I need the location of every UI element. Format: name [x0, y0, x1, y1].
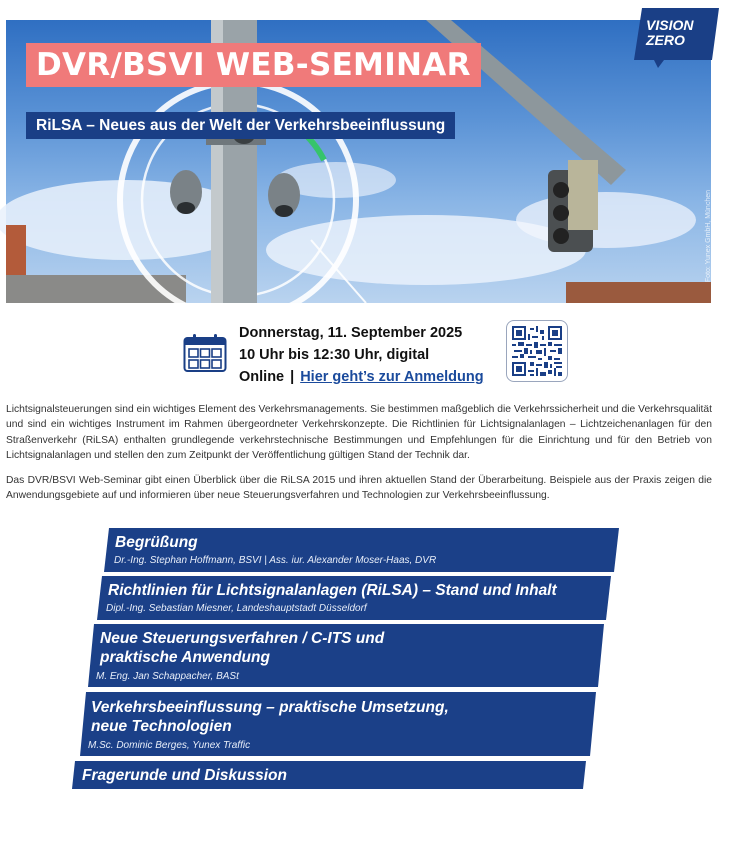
agenda-item [97, 576, 611, 620]
intro-paragraph: Lichtsignalsteuerungen sind ein wichtiges Element des Verkehrsmanagements. Sie bestimmen maßgeblich die Verkehrssicherheit und die Verkehrsqualität und sind ein wichtiges Instrument im Rahmen übergeordneter Verkehrskonzepte. Die Richtlinien für Lichtsignalanlagen – Lichtzeichenanlagen für den Straßenverkehr (RiLSA) enthalten grundlegende verkehrstechnische Bestimmungen und Empfehlungen für die Einrichtung und für den Betrieb von Lichtsignalanlagen und stellen den zum Zeitpunkt der Veröffentlichung gültigen Stand der Technik dar. [6, 404, 712, 462]
event-date: Donnerstag, 11. September 2025 [239, 325, 463, 341]
agenda-item [104, 528, 619, 572]
agenda-item [72, 761, 586, 789]
agenda-item-speaker: M. Eng. Jan Schappacher, BASt [96, 671, 239, 682]
logo-line-zero: ZERO [646, 32, 685, 48]
logo-line-vision: VISION [646, 17, 694, 33]
agenda-item-title: Begrüßung [115, 534, 198, 551]
photo-credit: Foto: Yunex GmbH, München [705, 190, 712, 283]
event-time: 10 Uhr bis 12:30 Uhr, digital [239, 347, 430, 363]
agenda-item-title: Neue Steuerungsverfahren / C-ITS und praktische Anwendung [100, 630, 385, 666]
separator: | [290, 369, 295, 385]
agenda-item-speaker: Dr.-Ing. Stephan Hoffmann, BSVI | Ass. iur. Alexander Moser-Haas, DVR [114, 555, 437, 566]
overview-paragraph: Das DVR/BSVI Web-Seminar gibt einen Überblick über die RiLSA 2015 und ihren aktuellen Stand der Überarbeitung. Beispiele aus der Praxis zeigen die Anwendungsgebiete auf und informieren über neue Steuerungsverfahren und Technologien zur Verkehrsbeeinflussung. [6, 475, 712, 502]
agenda-item-speaker: M.Sc. Dominic Berges, Yunex Traffic [88, 740, 251, 751]
agenda-item [88, 624, 604, 687]
seminar-title: DVR/BSVI WEB-SEMINAR [26, 43, 481, 87]
registration-link[interactable]: Hier geht’s zur Anmeldung [300, 369, 484, 385]
qr-code-icon [512, 326, 562, 376]
calendar-icon [183, 333, 227, 373]
hero-banner [6, 17, 712, 303]
registration-qr-code[interactable] [506, 320, 568, 382]
event-mode: Online [239, 369, 285, 385]
agenda-item [80, 692, 596, 756]
seminar-subtitle: RiLSA – Neues aus der Welt der Verkehrsbeeinflussung [26, 112, 455, 139]
agenda-item-title: Richtlinien für Lichtsignalanlagen (RiLSA) – Stand und Inhalt [108, 582, 557, 599]
event-details [239, 322, 484, 388]
vision-zero-logo [634, 8, 719, 72]
agenda-item-title: Verkehrsbeeinflussung – praktische Umsetzung, neue Technologien [91, 699, 449, 735]
agenda-item-speaker: Dipl.-Ing. Sebastian Miesner, Landeshauptstadt Düsseldorf [106, 603, 367, 614]
agenda-item-title: Fragerunde und Diskussion [82, 767, 287, 784]
